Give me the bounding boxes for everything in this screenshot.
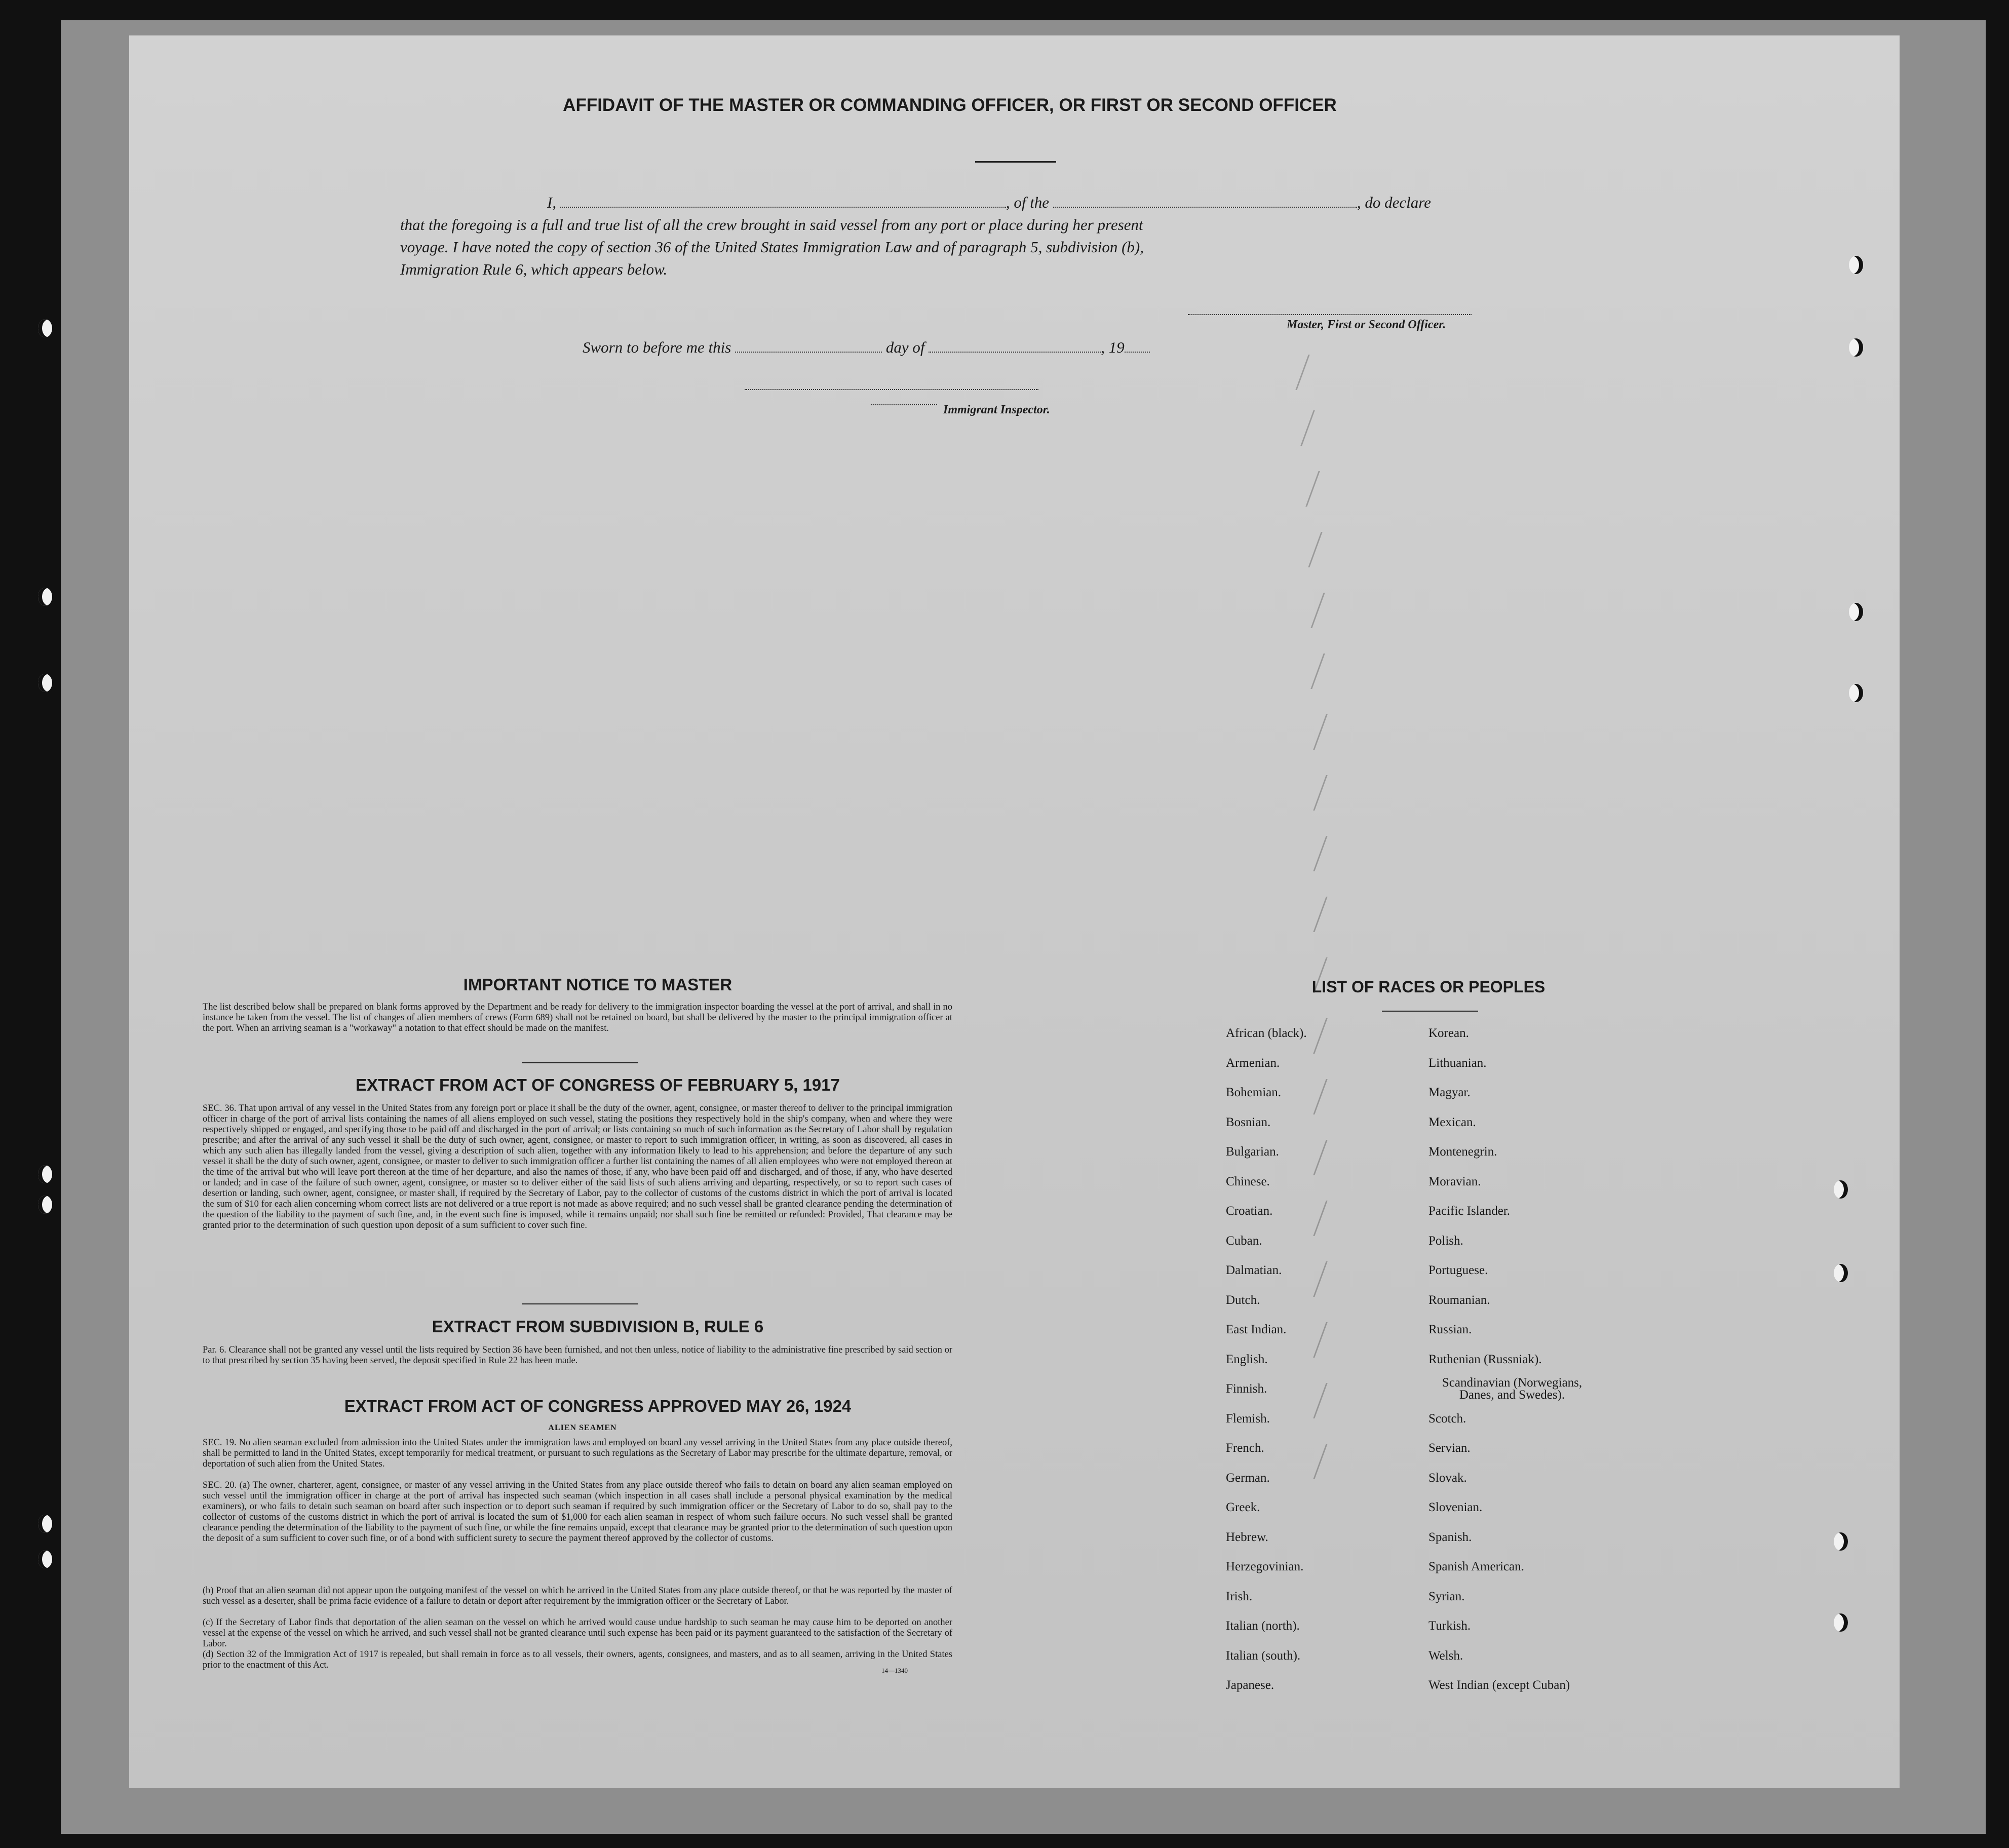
extract-1924-sec20b: (b) Proof that an alien seaman did not appear upon the outgoing manifest of the vessel on which he arrived in the United States from any place outside thereof, or that he was reported by the master of such vessel as a deserter, shall be prima facie evidence of a failure to detain or deport after requirement by the immigration officer or the Secretary of Labor. xyxy=(203,1586,952,1606)
race-item: German. xyxy=(1226,1471,1270,1485)
race-item: Bulgarian. xyxy=(1226,1145,1279,1159)
race-item: Spanish American. xyxy=(1428,1560,1524,1573)
sworn-line xyxy=(583,336,1150,359)
inspector-dots xyxy=(871,404,937,405)
race-item: Armenian. xyxy=(1226,1056,1280,1070)
extract-rule6-text: Par. 6. Clearance shall not be granted any vessel until the lists required by Section 36 have been furnished, and not then unless, notice of liability to the administrative fine prescribed by said section or to that prescribed by section 35 having been served, the deposit specified in Rule 22 has been made. xyxy=(203,1345,952,1366)
races-left-column xyxy=(1226,1026,1428,1705)
race-item: Turkish. xyxy=(1428,1619,1471,1633)
race-item: Bosnian. xyxy=(1226,1115,1271,1129)
race-item: Syrian. xyxy=(1428,1589,1465,1603)
race-item: African (black). xyxy=(1226,1026,1307,1040)
races-right-column xyxy=(1428,1026,1641,1705)
of-the-label: , of the xyxy=(1006,194,1050,211)
race-item: West Indian (except Cuban) xyxy=(1428,1678,1570,1692)
day-of-label: day of xyxy=(885,338,925,356)
race-item: Lithuanian. xyxy=(1428,1056,1487,1070)
race-item: English. xyxy=(1226,1352,1268,1366)
race-item: Mexican. xyxy=(1428,1115,1476,1129)
notice-title: IMPORTANT NOTICE TO MASTER xyxy=(463,975,732,994)
punch-hole xyxy=(1834,1532,1848,1551)
do-declare-label: , do declare xyxy=(1357,194,1431,211)
punch-hole xyxy=(1834,1180,1848,1199)
race-item: Magyar. xyxy=(1428,1086,1471,1099)
punch-hole xyxy=(38,674,52,692)
inspector-label: Immigrant Inspector. xyxy=(943,403,1050,416)
affidavit-title: AFFIDAVIT OF THE MASTER OR COMMANDING OFFICER, OR FIRST OR SECOND OFFICER xyxy=(563,95,1337,115)
sworn-label: Sworn to before me this xyxy=(583,338,731,356)
race-item: Finnish. xyxy=(1226,1382,1267,1396)
race-item: Pacific Islander. xyxy=(1428,1204,1511,1218)
punch-hole xyxy=(1849,338,1863,357)
divider xyxy=(522,1303,638,1304)
extract-1924-sec19: SEC. 19. No alien seaman excluded from admission into the United States under the immigration laws and employed on board any vessel arriving in the United States from any place outside thereof, shall be permitted to land in the United States, except temporarily for medical treatment, or pursuant to such regulations as the Secretary of Labor may prescribe for the ultimate departure, removal, or deportation of such alien from the United States. xyxy=(203,1438,952,1469)
race-item: Moravian. xyxy=(1428,1174,1481,1188)
sworn-year-blank[interactable] xyxy=(1125,341,1150,353)
race-item: Scotch. xyxy=(1428,1411,1466,1426)
punch-hole xyxy=(38,1550,52,1568)
vessel-blank[interactable] xyxy=(1053,197,1357,208)
alien-seamen-subtitle: ALIEN SEAMEN xyxy=(548,1423,617,1432)
affidavit-i-label: I, xyxy=(547,194,557,211)
race-item: Italian (north). xyxy=(1226,1619,1300,1633)
extract-1924-sec20c: (c) If the Secretary of Labor finds that deportation of the alien seaman on the vessel on which he arrived would cause undue hardship to such seaman he may cause him to be deported on another vessel at the expense of the vessel on which he arrived, and such vessel shall not be granted clearance until such expense has been paid or its payment guaranteed to the satisfaction of the Secretary of Labor. xyxy=(203,1618,952,1649)
master-label: Master, First or Second Officer. xyxy=(1287,318,1446,331)
sworn-month-blank[interactable] xyxy=(929,341,1101,353)
race-item: Scandinavian (Norwegians, Danes, and Swedes). xyxy=(1442,1376,1582,1402)
race-item: Welsh. xyxy=(1428,1648,1463,1663)
race-item: Herzegovinian. xyxy=(1226,1560,1304,1573)
punch-hole xyxy=(1849,684,1863,702)
race-item: Servian. xyxy=(1428,1441,1471,1455)
race-item: Bohemian. xyxy=(1226,1086,1282,1099)
divider xyxy=(1382,1011,1478,1012)
affidavit-line-3: voyage. I have noted the copy of section 36 of the United States Immigration Law and of paragraph 5, subdivision (b), xyxy=(400,238,1144,256)
extract-1924-title: EXTRACT FROM ACT OF CONGRESS APPROVED MAY 26, 1924 xyxy=(344,1397,852,1415)
extract-1924-sec20d: (d) Section 32 of the Immigration Act of 1917 is repealed, but shall remain in force as to all vessels, their owners, agents, consignees, and masters, and as to all seamen, arriving in the United States prior to the enactment of this Act. xyxy=(203,1649,952,1670)
punch-hole xyxy=(1849,256,1863,274)
affidavit-line-4: Immigration Rule 6, which appears below. xyxy=(400,260,668,278)
punch-hole xyxy=(38,588,52,606)
race-item: East Indian. xyxy=(1226,1323,1287,1336)
punch-hole xyxy=(38,1196,52,1214)
year-label: , 19 xyxy=(1101,338,1125,356)
extract-1917-title: EXTRACT FROM ACT OF CONGRESS OF FEBRUARY 5, 1917 xyxy=(356,1075,840,1094)
form-number: 14—1340 xyxy=(881,1667,908,1674)
race-item: Polish. xyxy=(1428,1234,1463,1248)
race-item: Dalmatian. xyxy=(1226,1263,1282,1277)
race-item: Flemish. xyxy=(1226,1411,1270,1426)
race-item: Roumanian. xyxy=(1428,1293,1490,1307)
races-title: LIST OF RACES OR PEOPLES xyxy=(1311,978,1546,996)
inspector-signature-line[interactable] xyxy=(745,389,1038,390)
affidavit-line-2: that the foregoing is a full and true list of all the crew brought in said vessel from any port or place during her present xyxy=(400,216,1143,234)
notice-text: The list described below shall be prepared on blank forms approved by the Department and be ready for delivery to the immigration inspector boarding the vessel at the port of arrival, and shall in no instance be taken from the vessel. The list of changes of alien members of crews (Form 689) shall not be retained on board, but shall be delivered by the master to the principal immigration officer at the port. When an arriving seaman is a "workaway" a notation to that effect should be made on the manifest. xyxy=(203,1002,952,1033)
race-item: Croatian. xyxy=(1226,1204,1273,1218)
race-item: Portuguese. xyxy=(1428,1263,1488,1277)
punch-hole xyxy=(38,1165,52,1183)
punch-hole xyxy=(1849,603,1863,621)
race-item: Hebrew. xyxy=(1226,1530,1268,1544)
race-item: Chinese. xyxy=(1226,1174,1270,1188)
punch-hole xyxy=(1834,1264,1848,1282)
race-item: Italian (south). xyxy=(1226,1648,1301,1663)
punch-hole xyxy=(38,319,52,337)
race-item: Japanese. xyxy=(1226,1678,1274,1692)
race-item: Slovenian. xyxy=(1428,1500,1483,1514)
punch-hole xyxy=(38,1515,52,1533)
title-divider xyxy=(975,161,1056,163)
race-item: French. xyxy=(1226,1441,1264,1455)
divider xyxy=(522,1062,638,1063)
extract-1924-sec20a: SEC. 20. (a) The owner, charterer, agent, consignee, or master of any vessel arriving in the United States from any place outside thereof who fails to detain on board any alien seaman employed on such vessel until the immigration officer in charge at the port of arrival has inspected such seaman (which inspection in all cases shall include a personal physical examination by the medical examiners), or who fails to detain such seaman on board after such inspection or to deport such seaman if required by such immigration officer or the Secretary of Labor to do so, shall pay to the collector of customs of the customs district in which the port of arrival is located the sum of $1,000 for each alien seaman in respect of whom such failure occurs. No such vessel shall be granted clearance pending the determination of the liability to the payment of such fine, or while the fine remains unpaid, except that clearance may be granted prior to the determination of such question upon the deposit of a sum sufficient to cover such fine, or of a bond with sufficient surety to secure the payment thereof approved by the collector of customs. xyxy=(203,1480,952,1544)
race-item: Ruthenian (Russniak). xyxy=(1428,1352,1542,1366)
race-item: Dutch. xyxy=(1226,1293,1260,1307)
race-item: Montenegrin. xyxy=(1428,1145,1497,1159)
race-item: Cuban. xyxy=(1226,1234,1262,1248)
sworn-day-blank[interactable] xyxy=(735,341,882,353)
extract-1917-text: SEC. 36. That upon arrival of any vessel in the United States from any foreign port or place it shall be the duty of the owner, agent, consignee, or master thereof to deliver to the principal immigration officer in charge of the port of arrival lists containing the names of all aliens employed on such vessel, stating the positions they respectively hold in the ship's company, when and where they were respectively shipped or engaged, and specifying those to be paid off and discharged in the port of arrival; or lists containing so much of such information as the Secretary of Labor shall by regulation prescribe; and after the arrival of any such vessel it shall be the duty of such owner, agent, consignee, or master to report to such immigration officer, in writing, as soon as discovered, all cases in which any such alien has illegally landed from the vessel, giving a description of such alien, together with any information likely to lead to his apprehension; and before the departure of any such vessel it shall be the duty of such owner, agent, consignee, or master to deliver to such immigration officer a further list containing the names of all alien employees who were not employed thereon at the time of the arrival but who will leave port thereon at the time of her departure, and also the names of those, if any, who have been paid off and discharged, and of those, if any, who have deserted or landed; and in case of the failure of such owner, agent, consignee, or master so to deliver either of the said lists of such aliens arriving and departing, respectively, or so to report such cases of desertion or landing, such owner, agent, consignee, or master shall, if required by the Secretary of Labor, pay to the collector of customs of the customs district in which the port of arrival is located the sum of $10 for each alien concerning whom correct lists are not delivered or a true report is not made as above required; and no such vessel shall be granted clearance pending the determination of the question of the liability to the payment of such fine, and, in the event such fine is imposed, while it remains unpaid; nor shall such fine be remitted or refunded: Provided, That clearance may be granted prior to the determination of such question upon deposit of a sum sufficient to cover such fine. xyxy=(203,1103,952,1230)
race-item: Russian. xyxy=(1428,1323,1472,1336)
race-item: Spanish. xyxy=(1428,1530,1472,1544)
punch-hole xyxy=(1834,1613,1848,1632)
race-item: Slovak. xyxy=(1428,1471,1467,1485)
extract-rule6-title: EXTRACT FROM SUBDIVISION B, RULE 6 xyxy=(432,1317,764,1336)
affidavit-line-1 xyxy=(400,191,1431,214)
race-item: Greek. xyxy=(1226,1500,1260,1514)
name-blank[interactable] xyxy=(560,197,1006,208)
race-item: Irish. xyxy=(1226,1589,1253,1603)
master-signature-line[interactable] xyxy=(1188,314,1472,315)
race-item: Korean. xyxy=(1428,1026,1469,1040)
